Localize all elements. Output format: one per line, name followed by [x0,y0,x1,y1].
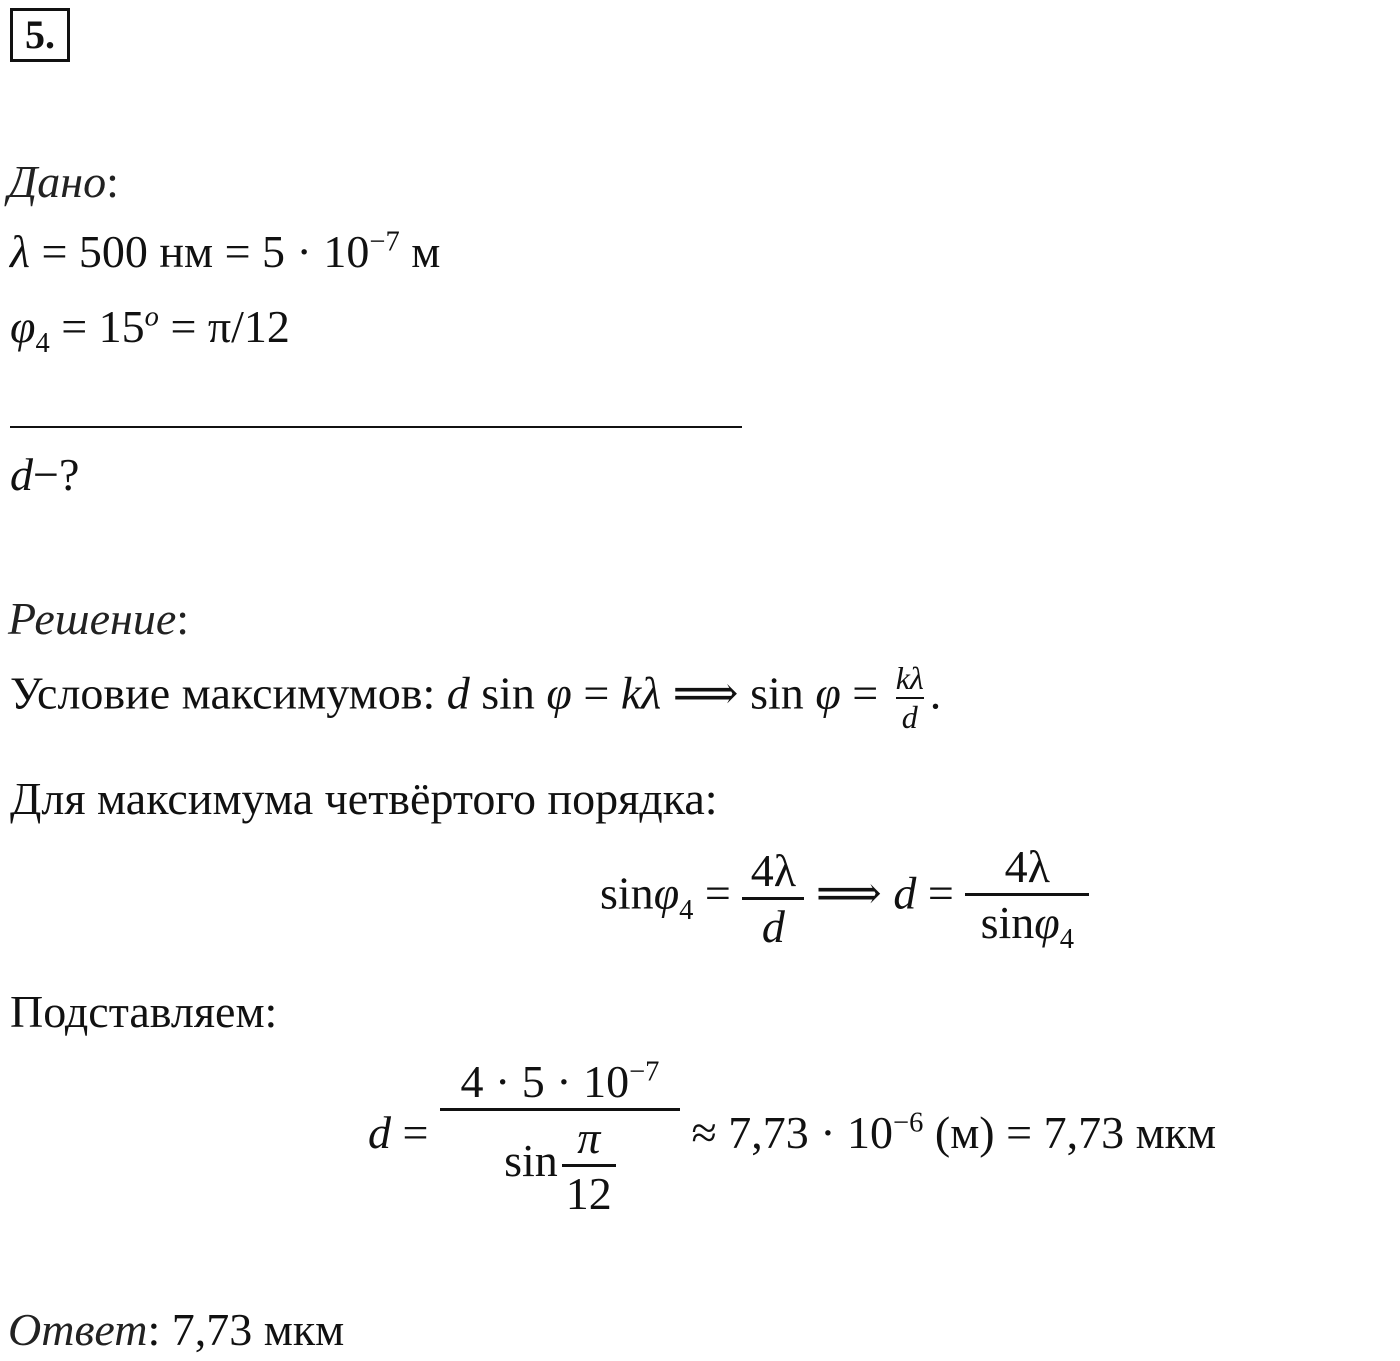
formula-result: d = $4 \cdot 5 \cdot 10^{-7}$ sin $\frac{\pi}{12}$ ≈ $7,73 \cdot 10^{-6}$ (м) = 7,73 мкм [368,1056,1217,1219]
fraction-pi-over-12: $\frac{\pi}{12}$ [562,1111,616,1220]
solution-label: Решение: [8,593,190,644]
fourth-order-text: Для максимума четвёртого порядка: [10,773,718,824]
maxima-condition-line: Условие максимумов: d sin φ = kλ ⟹ sin φ = $\frac{k\lambda}{d}$ . [10,660,942,735]
substitute-text: Подставляем: [10,986,278,1037]
fraction-4lambda-over-sinphi4: $\frac{4\lambda}{\sin\varphi_4}$ [965,840,1089,956]
fraction-k-lambda-over-d: $\frac{k\lambda}{d}$ [895,660,924,735]
find-line: d−? [10,449,80,500]
given-phi-line: $\varphi_4 = 15^o = \pi/12$ [10,301,290,360]
fraction-substitution: $4 \cdot 5 \cdot 10^{-7}$ sin $\frac{\pi}{12}$ [440,1055,680,1220]
problem-number: 5. [10,8,70,62]
fraction-4lambda-over-d: $\frac{4\lambda}{d}$ [742,844,804,953]
formula-sin-phi4: sinφ$_4$ = $\frac{4\lambda}{d}$ ⟹ d = $\frac{4\lambda}{\sin\varphi_4}$ [600,840,1089,956]
given-label: Дано: [8,156,119,207]
answer-line: Ответ: 7,73 мкм [8,1304,345,1355]
given-divider [10,426,742,428]
given-lambda-line: λ = 500 нм = $5 \cdot 10^{-7}$ м [10,226,441,277]
